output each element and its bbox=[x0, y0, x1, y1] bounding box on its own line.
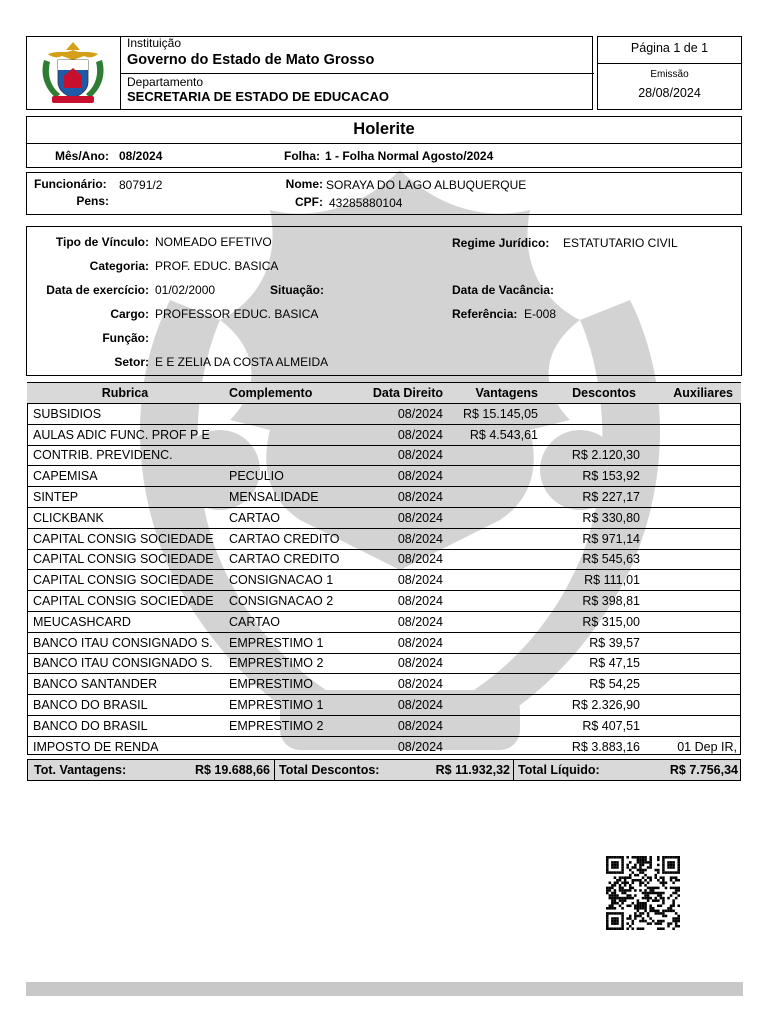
footer-bar bbox=[26, 982, 743, 996]
cell-descontos: R$ 39,57 bbox=[542, 632, 644, 653]
cell-auxiliares bbox=[644, 487, 741, 508]
cpf-label: CPF: bbox=[295, 195, 323, 209]
table-row bbox=[27, 591, 741, 612]
cell-rubrica: CONTRIB. PREVIDENC. bbox=[27, 445, 223, 466]
table-row bbox=[27, 674, 741, 695]
cell-vantagens bbox=[447, 695, 542, 716]
funcao-label: Função: bbox=[102, 331, 149, 345]
folha-label: Folha: bbox=[284, 149, 320, 163]
cell-auxiliares bbox=[644, 445, 741, 466]
cell-complemento bbox=[223, 424, 360, 445]
cell-descontos: R$ 3.883,16 bbox=[571, 739, 640, 754]
table-row bbox=[27, 611, 741, 632]
cell-descontos: R$ 47,15 bbox=[542, 653, 644, 674]
cell-complemento: EMPRESTIMO bbox=[223, 674, 360, 695]
cell-data-direito: 08/2024 bbox=[360, 487, 447, 508]
cell-vantagens bbox=[447, 611, 542, 632]
employee-box bbox=[26, 172, 742, 215]
cell-complemento: CARTAO bbox=[223, 507, 360, 528]
cell-descontos: R$ 971,14 bbox=[542, 528, 644, 549]
month-value: 08/2024 bbox=[119, 149, 163, 163]
cell-vantagens bbox=[447, 487, 542, 508]
funcionario-value: 80791/2 bbox=[119, 178, 163, 192]
cell-data-direito: 08/2024 bbox=[360, 404, 447, 425]
emission-label: Emissão bbox=[650, 69, 689, 80]
cell-rubrica: BANCO ITAU CONSIGNADO S. bbox=[27, 632, 223, 653]
institution-name: Governo do Estado de Mato Grosso bbox=[127, 52, 375, 68]
cell-descontos: R$ 111,01 bbox=[542, 570, 644, 591]
cell-data-direito: 08/2024 bbox=[360, 466, 447, 487]
cell-vantagens bbox=[447, 653, 542, 674]
cell-descontos: R$ 54,25 bbox=[542, 674, 644, 695]
cell-descontos: R$ 315,00 bbox=[542, 611, 644, 632]
cell-data-direito: 08/2024 bbox=[360, 591, 447, 612]
cell-vantagens bbox=[447, 445, 542, 466]
table-row bbox=[27, 528, 741, 549]
cell-rubrica: MEUCASHCARD bbox=[27, 611, 223, 632]
cell-rubrica: CAPITAL CONSIG SOCIEDADE bbox=[27, 591, 223, 612]
cell-data-direito: 08/2024 bbox=[360, 611, 447, 632]
col-header-vantagens: Vantagens bbox=[447, 383, 542, 404]
cell-complemento: CONSIGNACAO 2 bbox=[223, 591, 360, 612]
cell-rubrica: CAPITAL CONSIG SOCIEDADE bbox=[27, 549, 223, 570]
table-row bbox=[27, 507, 741, 528]
cell-auxiliares bbox=[644, 404, 741, 425]
header-page-box bbox=[597, 36, 742, 110]
categoria-label: Categoria: bbox=[89, 259, 149, 273]
table-row bbox=[27, 570, 741, 591]
cpf-value: 43285880104 bbox=[329, 196, 403, 210]
cell-vantagens bbox=[447, 507, 542, 528]
cell-complemento bbox=[223, 445, 360, 466]
cell-descontos: R$ 407,51 bbox=[542, 715, 644, 736]
table-row bbox=[27, 736, 741, 756]
cell-auxiliares: 01 Dep IR, bbox=[677, 739, 737, 754]
cell-complemento: MENSALIDADE bbox=[223, 487, 360, 508]
page-indicator: Página 1 de 1 bbox=[630, 41, 709, 55]
cell-complemento: CARTAO CREDITO bbox=[223, 549, 360, 570]
tot-descontos-label: Total Descontos: bbox=[279, 763, 380, 777]
tot-vantagens-value: R$ 19.688,66 bbox=[194, 763, 270, 777]
table-row bbox=[27, 632, 741, 653]
month-label: Mês/Ano: bbox=[55, 149, 109, 163]
cell-rubrica: IMPOSTO DE RENDA bbox=[33, 739, 159, 754]
col-header-auxiliares: Auxiliares bbox=[644, 383, 741, 404]
cell-vantagens bbox=[447, 715, 542, 736]
col-header-rubrica: Rubrica bbox=[27, 383, 223, 404]
cell-vantagens bbox=[447, 466, 542, 487]
cell-rubrica: SINTEP bbox=[27, 487, 223, 508]
cell-data-direito: 08/2024 bbox=[360, 549, 447, 570]
cell-auxiliares bbox=[644, 424, 741, 445]
folha-value: 1 - Folha Normal Agosto/2024 bbox=[325, 149, 494, 163]
cell-rubrica: CLICKBANK bbox=[27, 507, 223, 528]
qr-code bbox=[606, 856, 680, 930]
cell-descontos: R$ 398,81 bbox=[542, 591, 644, 612]
table-row bbox=[27, 487, 741, 508]
totals-bar bbox=[27, 759, 741, 781]
cell-data-direito: 08/2024 bbox=[360, 632, 447, 653]
cell-data-direito: 08/2024 bbox=[360, 570, 447, 591]
setor-value: E E ZELIA DA COSTA ALMEIDA bbox=[155, 355, 329, 369]
department-name: SECRETARIA DE ESTADO DE EDUCACAO bbox=[127, 89, 389, 104]
document-title: Holerite bbox=[353, 120, 415, 138]
cell-complemento: CONSIGNACAO 1 bbox=[223, 570, 360, 591]
cell-data-direito: 08/2024 bbox=[360, 695, 447, 716]
items-table bbox=[27, 382, 741, 757]
cell-data-direito: 08/2024 bbox=[360, 507, 447, 528]
nome-value: SORAYA DO LAGO ALBUQUERQUE bbox=[326, 178, 527, 192]
cell-vantagens: R$ 4.543,61 bbox=[447, 424, 542, 445]
header-institution-box bbox=[120, 36, 593, 110]
details-box bbox=[26, 226, 742, 376]
cargo-value: PROFESSOR EDUC. BASICA bbox=[155, 307, 319, 321]
col-header-complemento: Complemento bbox=[223, 383, 360, 404]
pens-label: Pens: bbox=[76, 194, 109, 208]
cell-descontos: R$ 2.326,90 bbox=[542, 695, 644, 716]
cell-rubrica: SUBSIDIOS bbox=[27, 404, 223, 425]
cell-auxiliares bbox=[644, 695, 741, 716]
cell-auxiliares bbox=[644, 549, 741, 570]
cell-descontos: R$ 330,80 bbox=[542, 507, 644, 528]
setor-label: Setor: bbox=[114, 355, 149, 369]
cell-vantagens bbox=[447, 736, 542, 756]
table-header-row bbox=[27, 383, 741, 404]
cell-auxiliares bbox=[644, 715, 741, 736]
cell-descontos bbox=[542, 404, 644, 425]
funcionario-label: Funcionário: bbox=[34, 177, 107, 191]
cell-complemento: CARTAO bbox=[223, 611, 360, 632]
cell-vantagens bbox=[447, 528, 542, 549]
cell-complemento: EMPRESTIMO 1 bbox=[223, 695, 360, 716]
col-header-data: Data Direito bbox=[360, 383, 447, 404]
cell-complemento: PECULIO bbox=[223, 466, 360, 487]
title-box bbox=[26, 116, 742, 168]
tot-liquido-value: R$ 7.756,34 bbox=[669, 763, 738, 777]
page-divider bbox=[598, 63, 741, 64]
cell-descontos bbox=[542, 424, 644, 445]
regime-label: Regime Jurídico: bbox=[452, 236, 550, 250]
table-row bbox=[27, 695, 741, 716]
cell-data-direito: 08/2024 bbox=[397, 739, 443, 754]
cell-auxiliares bbox=[644, 674, 741, 695]
nome-label: Nome: bbox=[285, 177, 323, 191]
cell-auxiliares bbox=[644, 466, 741, 487]
table-row bbox=[27, 549, 741, 570]
cell-complemento: EMPRESTIMO 1 bbox=[223, 632, 360, 653]
cell-rubrica: CAPITAL CONSIG SOCIEDADE bbox=[27, 528, 223, 549]
tot-vantagens-label: Tot. Vantagens: bbox=[34, 763, 127, 777]
cell-auxiliares bbox=[644, 507, 741, 528]
cell-data-direito: 08/2024 bbox=[360, 653, 447, 674]
table-row bbox=[27, 715, 741, 736]
header-divider bbox=[121, 73, 594, 74]
cell-rubrica: BANCO SANTANDER bbox=[27, 674, 223, 695]
cell-descontos: R$ 2.120,30 bbox=[542, 445, 644, 466]
cell-data-direito: 08/2024 bbox=[360, 424, 447, 445]
cell-rubrica: BANCO DO BRASIL bbox=[27, 695, 223, 716]
header-logo-box bbox=[26, 36, 121, 110]
exercicio-value: 01/02/2000 bbox=[155, 283, 216, 297]
cell-descontos: R$ 227,17 bbox=[542, 487, 644, 508]
vacancia-label: Data de Vacância: bbox=[452, 283, 555, 297]
cell-descontos: R$ 153,92 bbox=[542, 466, 644, 487]
cell-vantagens bbox=[447, 570, 542, 591]
cell-rubrica: BANCO DO BRASIL bbox=[27, 715, 223, 736]
cargo-label: Cargo: bbox=[110, 307, 149, 321]
cell-auxiliares bbox=[644, 570, 741, 591]
cell-complemento bbox=[223, 404, 360, 425]
cell-auxiliares bbox=[644, 653, 741, 674]
cell-complemento: EMPRESTIMO 2 bbox=[223, 715, 360, 736]
cell-complemento bbox=[223, 736, 360, 756]
totals-sep-2 bbox=[513, 760, 514, 780]
tot-descontos-value: R$ 11.932,32 bbox=[435, 763, 510, 777]
cell-auxiliares bbox=[644, 591, 741, 612]
cell-auxiliares bbox=[644, 528, 741, 549]
cell-auxiliares bbox=[644, 611, 741, 632]
cell-vantagens bbox=[447, 674, 542, 695]
cell-complemento: EMPRESTIMO 2 bbox=[223, 653, 360, 674]
cell-descontos: R$ 545,63 bbox=[542, 549, 644, 570]
regime-value: ESTATUTARIO CIVIL bbox=[563, 236, 678, 250]
title-divider bbox=[27, 143, 741, 144]
cell-data-direito: 08/2024 bbox=[360, 528, 447, 549]
cell-rubrica: AULAS ADIC FUNC. PROF P E bbox=[27, 424, 223, 445]
cell-auxiliares bbox=[644, 632, 741, 653]
exercicio-label: Data de exercício: bbox=[46, 283, 149, 297]
cell-data-direito: 08/2024 bbox=[360, 715, 447, 736]
cell-vantagens bbox=[447, 549, 542, 570]
cell-vantagens: R$ 15.145,05 bbox=[447, 404, 542, 425]
referencia-value: E-008 bbox=[524, 307, 557, 321]
referencia-label: Referência: bbox=[452, 307, 518, 321]
table-row bbox=[27, 404, 741, 425]
cell-rubrica: CAPEMISA bbox=[27, 466, 223, 487]
cell-rubrica: CAPITAL CONSIG SOCIEDADE bbox=[27, 570, 223, 591]
cell-data-direito: 08/2024 bbox=[360, 674, 447, 695]
state-coat-of-arms-logo bbox=[38, 40, 108, 106]
tot-liquido-label: Total Líquido: bbox=[518, 763, 600, 777]
emission-date: 28/08/2024 bbox=[638, 86, 701, 100]
table-row bbox=[27, 424, 741, 445]
cell-vantagens bbox=[447, 591, 542, 612]
institution-label: Instituição bbox=[127, 36, 182, 50]
vinculo-value: NOMEADO EFETIVO bbox=[155, 235, 272, 249]
cell-vantagens bbox=[447, 632, 542, 653]
categoria-value: PROF. EDUC. BASICA bbox=[155, 259, 279, 273]
table-row bbox=[27, 445, 741, 466]
situacao-label: Situação: bbox=[270, 283, 325, 297]
col-header-descontos: Descontos bbox=[542, 383, 644, 404]
cell-data-direito: 08/2024 bbox=[360, 445, 447, 466]
vinculo-label: Tipo de Vínculo: bbox=[55, 235, 149, 249]
table-row bbox=[27, 466, 741, 487]
totals-sep-1 bbox=[274, 760, 275, 780]
cell-rubrica: BANCO ITAU CONSIGNADO S. bbox=[27, 653, 223, 674]
table-row bbox=[27, 653, 741, 674]
department-label: Departamento bbox=[127, 75, 204, 89]
cell-complemento: CARTAO CREDITO bbox=[223, 528, 360, 549]
